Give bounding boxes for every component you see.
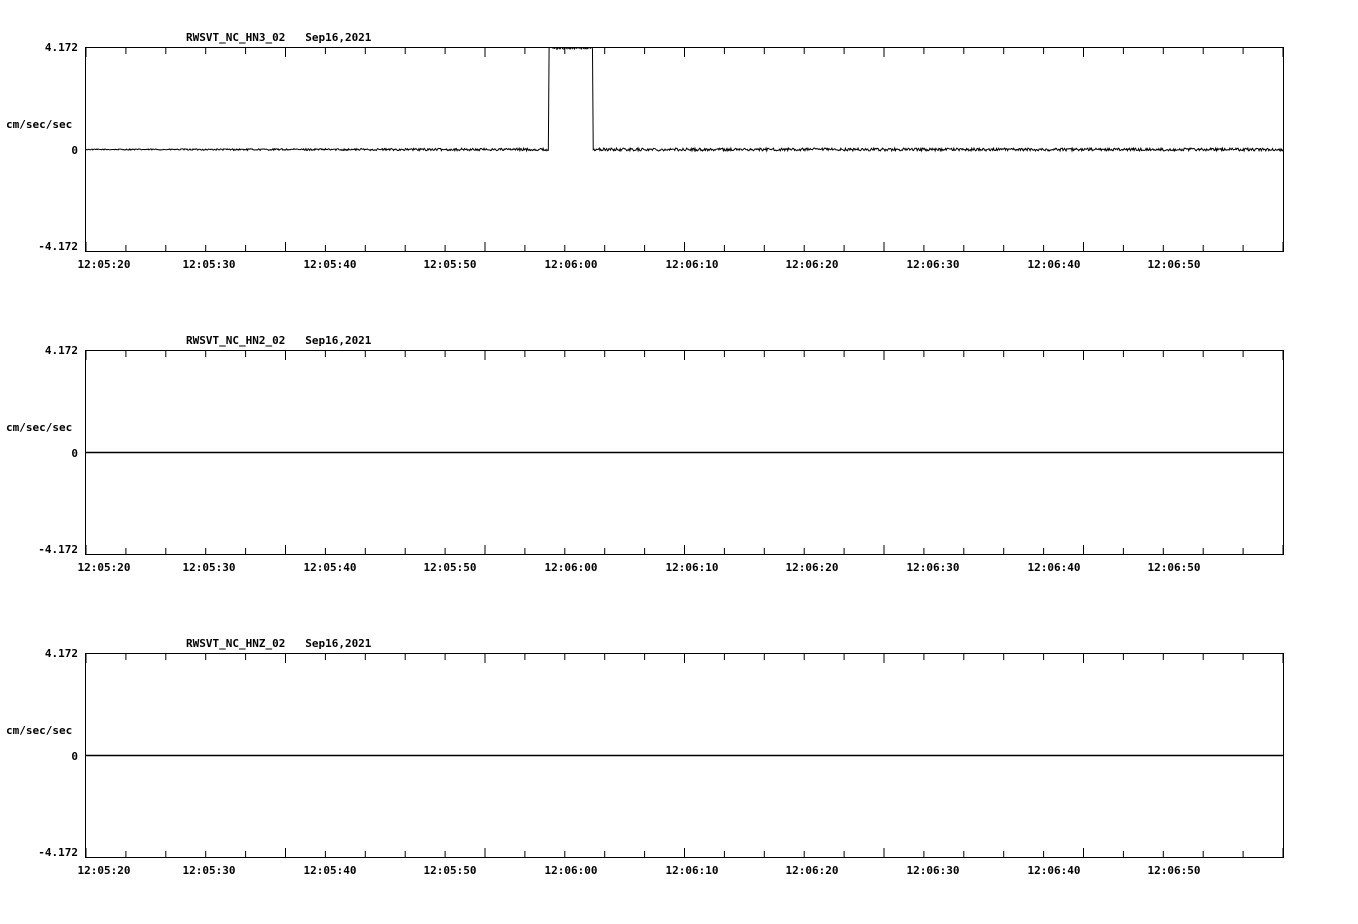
seismogram-panel-hn2: [0, 303, 1358, 603]
x-tick-label: 12:06:10: [665, 864, 719, 877]
x-tick-label: 12:05:20: [77, 864, 131, 877]
x-axis-tick-labels-hn3: [0, 258, 1358, 276]
x-tick-label: 12:06:30: [906, 864, 960, 877]
x-tick-label: 12:05:50: [423, 864, 477, 877]
x-axis-tick-labels-hnz: [0, 864, 1358, 882]
x-tick-label: 12:06:40: [1027, 864, 1081, 877]
y-tick-bottom: -4.172: [38, 240, 78, 253]
x-tick-label: 12:06:00: [544, 561, 598, 574]
x-tick-label: 12:05:40: [303, 561, 357, 574]
x-tick-label: 12:06:20: [785, 561, 839, 574]
y-tick-top: 4.172: [44, 344, 78, 357]
y-tick-top: 4.172: [44, 41, 78, 54]
plot-svg-hn3: [86, 48, 1283, 251]
panel-title: RWSVT_NC_HNZ_02 Sep16,2021: [186, 637, 372, 650]
panel-title: RWSVT_NC_HN2_02 Sep16,2021: [186, 334, 372, 347]
x-tick-label: 12:06:40: [1027, 561, 1081, 574]
plot-svg-hn2: [86, 351, 1283, 554]
y-tick-bottom: -4.172: [38, 846, 78, 859]
plot-area-hn2: [85, 350, 1284, 555]
x-tick-label: 12:06:20: [785, 258, 839, 271]
y-axis-units-label: cm/sec/sec: [6, 724, 73, 737]
x-tick-label: 12:05:30: [182, 864, 236, 877]
x-tick-label: 12:06:20: [785, 864, 839, 877]
x-tick-label: 12:06:50: [1147, 258, 1201, 271]
x-tick-label: 12:05:50: [423, 258, 477, 271]
panel-title: RWSVT_NC_HN3_02 Sep16,2021: [186, 31, 372, 44]
x-tick-label: 12:05:30: [182, 258, 236, 271]
x-tick-label: 12:05:20: [77, 258, 131, 271]
x-tick-label: 12:06:00: [544, 258, 598, 271]
x-tick-label: 12:05:40: [303, 864, 357, 877]
plot-svg-hnz: [86, 654, 1283, 857]
y-tick-mid: 0: [71, 750, 78, 763]
x-tick-label: 12:06:50: [1147, 864, 1201, 877]
x-tick-label: 12:06:30: [906, 561, 960, 574]
x-tick-label: 12:06:40: [1027, 258, 1081, 271]
y-axis-units-label: cm/sec/sec: [6, 118, 73, 131]
y-tick-mid: 0: [71, 144, 78, 157]
x-tick-label: 12:05:30: [182, 561, 236, 574]
x-tick-label: 12:05:40: [303, 258, 357, 271]
x-tick-label: 12:06:10: [665, 561, 719, 574]
x-tick-label: 12:05:20: [77, 561, 131, 574]
x-tick-label: 12:06:30: [906, 258, 960, 271]
x-tick-label: 12:06:00: [544, 864, 598, 877]
seismogram-panel-hnz: [0, 606, 1358, 911]
x-axis-tick-labels-hn2: [0, 561, 1358, 579]
y-tick-bottom: -4.172: [38, 543, 78, 556]
plot-area-hn3: [85, 47, 1284, 252]
y-tick-top: 4.172: [44, 647, 78, 660]
y-tick-mid: 0: [71, 447, 78, 460]
x-tick-label: 12:05:50: [423, 561, 477, 574]
x-tick-label: 12:06:10: [665, 258, 719, 271]
waveform-trace-hn3: [86, 48, 1283, 151]
plot-area-hnz: [85, 653, 1284, 858]
x-tick-label: 12:06:50: [1147, 561, 1201, 574]
y-axis-units-label: cm/sec/sec: [6, 421, 73, 434]
seismogram-panel-hn3: [0, 0, 1358, 300]
